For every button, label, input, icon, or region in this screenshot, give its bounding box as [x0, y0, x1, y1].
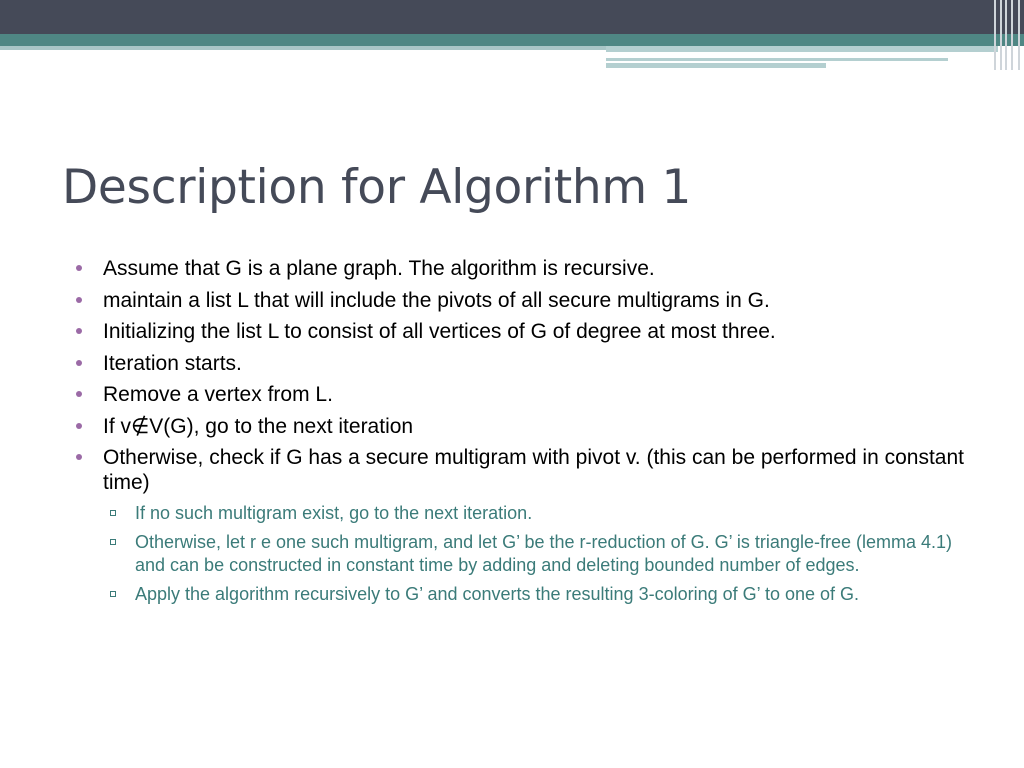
- sub-bullet-item: [76, 531, 976, 577]
- bullet-dot-icon: [76, 360, 82, 366]
- bullet-text: Iteration starts.: [103, 351, 242, 375]
- bullet-text: Initializing the list L to consist of all vertices of G of degree at most three.: [103, 320, 776, 343]
- header-accent-line: [606, 46, 998, 52]
- bullet-item: [76, 256, 976, 281]
- bullet-text: Otherwise, check if G has a secure multigram with pivot v. (this can be performed in constant time): [103, 446, 964, 494]
- sub-bullet-text: Otherwise, let r e one such multigram, and let G’ be the r-reduction of G. G’ is triangle-free (lemma 4.1) and can be constructed in constant time by adding and deleting bounded number of edges.: [135, 531, 952, 575]
- header-teal-band: [0, 34, 1024, 46]
- bullet-dot-icon: [76, 328, 82, 334]
- bullet-text: Remove a vertex from L.: [103, 383, 333, 406]
- bullet-dot-icon: [76, 391, 82, 397]
- sub-bullet-text: If no such multigram exist, go to the next iteration.: [135, 502, 533, 523]
- header-accent-line: [606, 63, 826, 68]
- bullet-text: Assume that G is a plane graph. The algorithm is recursive.: [103, 257, 655, 280]
- bullet-dot-icon: [76, 454, 82, 460]
- sub-bullet-item: [76, 583, 976, 606]
- header-accent-line: [0, 46, 606, 50]
- bullet-item: [76, 319, 976, 344]
- bullet-item: [76, 288, 976, 313]
- sub-bullet-text: Apply the algorithm recursively to G’ and converts the resulting 3-coloring of G’ to one of G.: [135, 583, 860, 604]
- header-accent-line: [606, 58, 948, 61]
- bullet-dot-icon: [76, 265, 82, 271]
- header-stripes: [992, 0, 1024, 70]
- slide-title: Description for Algorithm 1: [62, 160, 692, 215]
- header-dark-band: [0, 0, 1024, 34]
- bullet-text: maintain a list L that will include the pivots of all secure multigrams in G.: [103, 288, 770, 312]
- square-bullet-icon: [110, 510, 116, 516]
- bullet-dot-icon: [76, 297, 82, 303]
- bullet-item: [76, 414, 976, 439]
- square-bullet-icon: [110, 539, 116, 545]
- square-bullet-icon: [110, 591, 116, 597]
- bullet-item: [76, 351, 976, 376]
- bullet-dot-icon: [76, 423, 82, 429]
- sub-bullet-item: [76, 502, 976, 525]
- slide-body: [76, 256, 976, 612]
- bullet-text: If v∉V(G), go to the next iteration: [103, 414, 414, 438]
- bullet-item: [76, 445, 976, 495]
- bullet-item: [76, 382, 976, 407]
